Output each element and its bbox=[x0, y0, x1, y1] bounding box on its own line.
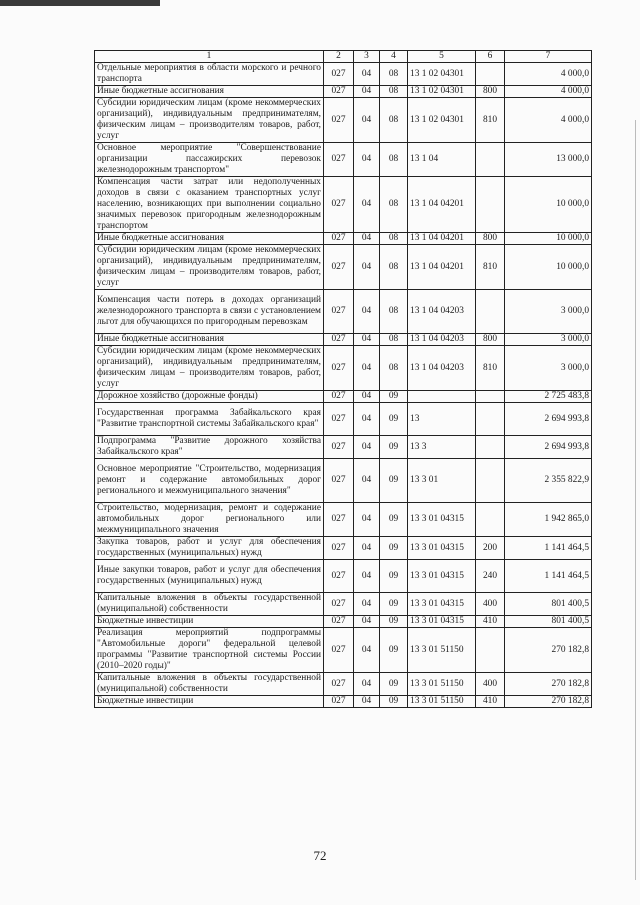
row-value-cell: 04 bbox=[354, 86, 380, 98]
table-row bbox=[95, 63, 592, 86]
table-row bbox=[95, 245, 592, 290]
row-value-cell: 13 000,0 bbox=[505, 143, 592, 177]
table-body bbox=[95, 63, 592, 708]
row-value-cell: 4 000,0 bbox=[505, 86, 592, 98]
row-value-cell: 13 1 02 04301 bbox=[408, 98, 476, 143]
table-row bbox=[95, 593, 592, 616]
row-value-cell: 027 bbox=[324, 503, 354, 537]
table-row bbox=[95, 346, 592, 391]
row-value-cell: 027 bbox=[324, 177, 354, 233]
row-value-cell: 08 bbox=[380, 98, 408, 143]
row-value-cell: 3 000,0 bbox=[505, 346, 592, 391]
row-value-cell bbox=[476, 436, 505, 459]
row-value-cell: 801 400,5 bbox=[505, 593, 592, 616]
table-row bbox=[95, 616, 592, 628]
row-value-cell: 027 bbox=[324, 593, 354, 616]
row-value-cell bbox=[476, 177, 505, 233]
row-value-cell: 13 3 01 51150 bbox=[408, 696, 476, 708]
row-name-cell: Государственная программа Забайкальского края "Развитие транспортной системы Забайкальского края" bbox=[95, 403, 324, 436]
header-cell: 1 bbox=[95, 51, 324, 63]
row-value-cell: 09 bbox=[380, 673, 408, 696]
row-value-cell: 04 bbox=[354, 391, 380, 403]
row-value-cell: 04 bbox=[354, 459, 380, 503]
row-value-cell: 04 bbox=[354, 593, 380, 616]
row-value-cell: 027 bbox=[324, 673, 354, 696]
row-value-cell: 08 bbox=[380, 233, 408, 245]
budget-table bbox=[94, 50, 592, 708]
row-value-cell: 09 bbox=[380, 503, 408, 537]
row-value-cell: 2 694 993,8 bbox=[505, 403, 592, 436]
row-value-cell: 13 3 bbox=[408, 436, 476, 459]
table-row bbox=[95, 628, 592, 673]
row-value-cell: 13 1 04 04203 bbox=[408, 346, 476, 391]
table-row bbox=[95, 503, 592, 537]
row-value-cell: 13 3 01 04315 bbox=[408, 503, 476, 537]
row-value-cell: 027 bbox=[324, 628, 354, 673]
row-value-cell: 09 bbox=[380, 459, 408, 503]
row-value-cell: 04 bbox=[354, 696, 380, 708]
row-value-cell bbox=[408, 391, 476, 403]
row-value-cell: 13 1 02 04301 bbox=[408, 86, 476, 98]
header-cell: 6 bbox=[476, 51, 505, 63]
header-row bbox=[95, 51, 592, 63]
row-value-cell: 027 bbox=[324, 63, 354, 86]
row-value-cell: 2 694 993,8 bbox=[505, 436, 592, 459]
row-value-cell: 240 bbox=[476, 560, 505, 593]
row-name-cell: Подпрограмма "Развитие дорожного хозяйства Забайкальского края" bbox=[95, 436, 324, 459]
row-name-cell: Основное мероприятие "Строительство, модернизация ремонт и содержание автомобильных дорог регионального и межмуниципального значения" bbox=[95, 459, 324, 503]
row-name-cell: Капитальные вложения в объекты государственной (муниципальной) собственности bbox=[95, 593, 324, 616]
row-name-cell: Субсидии юридическим лицам (кроме некоммерческих организаций), индивидуальным предпринимателям, физическим лицам – производителям товаров, работ, услуг bbox=[95, 245, 324, 290]
row-value-cell bbox=[476, 290, 505, 334]
row-value-cell: 027 bbox=[324, 290, 354, 334]
table-row bbox=[95, 673, 592, 696]
row-value-cell: 1 141 464,5 bbox=[505, 537, 592, 560]
row-value-cell: 04 bbox=[354, 233, 380, 245]
header-cell: 2 bbox=[324, 51, 354, 63]
row-value-cell: 04 bbox=[354, 560, 380, 593]
row-value-cell: 027 bbox=[324, 403, 354, 436]
table-row bbox=[95, 177, 592, 233]
row-value-cell: 10 000,0 bbox=[505, 233, 592, 245]
row-value-cell: 04 bbox=[354, 177, 380, 233]
row-value-cell bbox=[476, 503, 505, 537]
scan-edge-mark bbox=[0, 0, 160, 6]
table-row bbox=[95, 459, 592, 503]
page-number: 72 bbox=[313, 848, 327, 863]
row-value-cell: 410 bbox=[476, 616, 505, 628]
row-value-cell: 270 182,8 bbox=[505, 628, 592, 673]
row-value-cell: 027 bbox=[324, 143, 354, 177]
row-name-cell: Субсидии юридическим лицам (кроме некоммерческих организаций), индивидуальным предпринимателям, физическим лицам – производителям товаров, работ, услуг bbox=[95, 346, 324, 391]
header-cell: 5 bbox=[408, 51, 476, 63]
table-row bbox=[95, 391, 592, 403]
row-value-cell: 04 bbox=[354, 334, 380, 346]
row-value-cell: 04 bbox=[354, 63, 380, 86]
row-value-cell: 09 bbox=[380, 403, 408, 436]
row-value-cell: 027 bbox=[324, 346, 354, 391]
row-value-cell: 2 355 822,9 bbox=[505, 459, 592, 503]
row-value-cell bbox=[476, 628, 505, 673]
row-name-cell: Компенсация части затрат или недополученных доходов в связи с оказанием транспортных услуг населению, возникающих при выполнении социально значимых перевозок пригородным железнодорожным транспортом bbox=[95, 177, 324, 233]
row-value-cell: 13 3 01 51150 bbox=[408, 673, 476, 696]
row-value-cell: 027 bbox=[324, 696, 354, 708]
table-row bbox=[95, 560, 592, 593]
row-value-cell: 04 bbox=[354, 98, 380, 143]
row-value-cell bbox=[476, 459, 505, 503]
header-cell: 3 bbox=[354, 51, 380, 63]
table-row bbox=[95, 436, 592, 459]
row-value-cell: 027 bbox=[324, 436, 354, 459]
row-name-cell: Иные закупки товаров, работ и услуг для обеспечения государственных (муниципальных) нужд bbox=[95, 560, 324, 593]
row-name-cell: Иные бюджетные ассигнования bbox=[95, 86, 324, 98]
row-value-cell: 09 bbox=[380, 560, 408, 593]
table-row bbox=[95, 143, 592, 177]
row-value-cell bbox=[476, 391, 505, 403]
row-value-cell: 04 bbox=[354, 537, 380, 560]
table-row bbox=[95, 290, 592, 334]
row-value-cell: 13 1 04 bbox=[408, 143, 476, 177]
row-value-cell: 4 000,0 bbox=[505, 98, 592, 143]
row-value-cell: 04 bbox=[354, 143, 380, 177]
row-value-cell: 2 725 483,8 bbox=[505, 391, 592, 403]
row-value-cell: 13 3 01 bbox=[408, 459, 476, 503]
row-value-cell: 810 bbox=[476, 346, 505, 391]
row-value-cell bbox=[476, 403, 505, 436]
row-value-cell: 09 bbox=[380, 537, 408, 560]
row-name-cell: Дорожное хозяйство (дорожные фонды) bbox=[95, 391, 324, 403]
header-cell: 4 bbox=[380, 51, 408, 63]
row-value-cell: 027 bbox=[324, 616, 354, 628]
row-value-cell: 04 bbox=[354, 628, 380, 673]
row-value-cell: 13 3 01 04315 bbox=[408, 593, 476, 616]
row-name-cell: Компенсация части потерь в доходах организаций железнодорожного транспорта в связи с установлением льгот для обучающихся по пригородным перевозкам bbox=[95, 290, 324, 334]
row-value-cell: 10 000,0 bbox=[505, 245, 592, 290]
row-value-cell: 800 bbox=[476, 334, 505, 346]
row-value-cell: 810 bbox=[476, 245, 505, 290]
row-value-cell: 027 bbox=[324, 459, 354, 503]
row-value-cell: 027 bbox=[324, 560, 354, 593]
row-value-cell: 027 bbox=[324, 233, 354, 245]
table-row bbox=[95, 334, 592, 346]
row-value-cell: 09 bbox=[380, 616, 408, 628]
row-value-cell: 410 bbox=[476, 696, 505, 708]
row-value-cell: 027 bbox=[324, 86, 354, 98]
row-value-cell: 10 000,0 bbox=[505, 177, 592, 233]
row-value-cell: 801 400,5 bbox=[505, 616, 592, 628]
row-value-cell: 13 1 04 04201 bbox=[408, 245, 476, 290]
row-value-cell: 3 000,0 bbox=[505, 290, 592, 334]
row-value-cell: 13 3 01 04315 bbox=[408, 560, 476, 593]
table-row bbox=[95, 233, 592, 245]
row-name-cell: Основное мероприятие "Совершенствование организации пассажирских перевозок железнодорожным транспортом" bbox=[95, 143, 324, 177]
row-value-cell: 800 bbox=[476, 233, 505, 245]
row-name-cell: Реализация мероприятий подпрограммы "Автомобильные дороги" федеральной целевой программы "Развитие транспортной системы России (2010–2020 годы)" bbox=[95, 628, 324, 673]
table-row bbox=[95, 403, 592, 436]
row-value-cell: 04 bbox=[354, 616, 380, 628]
row-value-cell: 04 bbox=[354, 673, 380, 696]
scan-edge-line bbox=[635, 120, 636, 880]
row-value-cell: 027 bbox=[324, 334, 354, 346]
table-row bbox=[95, 696, 592, 708]
row-value-cell: 09 bbox=[380, 696, 408, 708]
row-name-cell: Капитальные вложения в объекты государственной (муниципальной) собственности bbox=[95, 673, 324, 696]
row-name-cell: Отдельные мероприятия в области морского и речного транспорта bbox=[95, 63, 324, 86]
row-value-cell: 08 bbox=[380, 86, 408, 98]
row-value-cell: 08 bbox=[380, 334, 408, 346]
row-value-cell: 04 bbox=[354, 503, 380, 537]
row-value-cell: 13 3 01 04315 bbox=[408, 537, 476, 560]
row-value-cell: 09 bbox=[380, 436, 408, 459]
row-value-cell: 13 3 01 51150 bbox=[408, 628, 476, 673]
row-value-cell: 13 1 04 04201 bbox=[408, 177, 476, 233]
table-row bbox=[95, 86, 592, 98]
row-value-cell: 04 bbox=[354, 290, 380, 334]
row-value-cell bbox=[476, 143, 505, 177]
row-value-cell: 270 182,8 bbox=[505, 673, 592, 696]
row-value-cell: 027 bbox=[324, 245, 354, 290]
row-value-cell: 13 1 04 04203 bbox=[408, 290, 476, 334]
row-value-cell: 4 000,0 bbox=[505, 63, 592, 86]
row-value-cell: 04 bbox=[354, 403, 380, 436]
row-name-cell: Иные бюджетные ассигнования bbox=[95, 334, 324, 346]
row-name-cell: Иные бюджетные ассигнования bbox=[95, 233, 324, 245]
row-value-cell: 027 bbox=[324, 537, 354, 560]
row-value-cell: 810 bbox=[476, 98, 505, 143]
row-name-cell: Бюджетные инвестиции bbox=[95, 616, 324, 628]
row-value-cell: 09 bbox=[380, 593, 408, 616]
row-value-cell: 13 1 04 04203 bbox=[408, 334, 476, 346]
row-value-cell: 270 182,8 bbox=[505, 696, 592, 708]
row-value-cell bbox=[476, 63, 505, 86]
row-value-cell: 800 bbox=[476, 86, 505, 98]
row-name-cell: Закупка товаров, работ и услуг для обеспечения государственных (муниципальных) нужд bbox=[95, 537, 324, 560]
row-value-cell: 13 1 04 04201 bbox=[408, 233, 476, 245]
row-value-cell: 1 942 865,0 bbox=[505, 503, 592, 537]
row-value-cell: 04 bbox=[354, 245, 380, 290]
row-value-cell: 09 bbox=[380, 391, 408, 403]
row-value-cell: 027 bbox=[324, 98, 354, 143]
row-name-cell: Субсидии юридическим лицам (кроме некоммерческих организаций), индивидуальным предпринимателям, физическим лицам – производителям товаров, работ, услуг bbox=[95, 98, 324, 143]
row-value-cell: 13 bbox=[408, 403, 476, 436]
row-value-cell: 400 bbox=[476, 673, 505, 696]
row-value-cell: 04 bbox=[354, 436, 380, 459]
row-value-cell: 200 bbox=[476, 537, 505, 560]
row-value-cell: 1 141 464,5 bbox=[505, 560, 592, 593]
row-value-cell: 04 bbox=[354, 346, 380, 391]
row-value-cell: 13 1 02 04301 bbox=[408, 63, 476, 86]
table-row bbox=[95, 98, 592, 143]
row-value-cell: 3 000,0 bbox=[505, 334, 592, 346]
row-name-cell: Строительство, модернизация, ремонт и содержание автомобильных дорог регионального или межмуниципального значения bbox=[95, 503, 324, 537]
table-row bbox=[95, 537, 592, 560]
row-value-cell: 027 bbox=[324, 391, 354, 403]
row-value-cell: 09 bbox=[380, 628, 408, 673]
row-value-cell: 13 3 01 04315 bbox=[408, 616, 476, 628]
row-value-cell: 08 bbox=[380, 245, 408, 290]
row-value-cell: 08 bbox=[380, 346, 408, 391]
header-cell: 7 bbox=[505, 51, 592, 63]
row-value-cell: 08 bbox=[380, 63, 408, 86]
row-value-cell: 400 bbox=[476, 593, 505, 616]
row-value-cell: 08 bbox=[380, 290, 408, 334]
row-name-cell: Бюджетные инвестиции bbox=[95, 696, 324, 708]
row-value-cell: 08 bbox=[380, 143, 408, 177]
row-value-cell: 08 bbox=[380, 177, 408, 233]
